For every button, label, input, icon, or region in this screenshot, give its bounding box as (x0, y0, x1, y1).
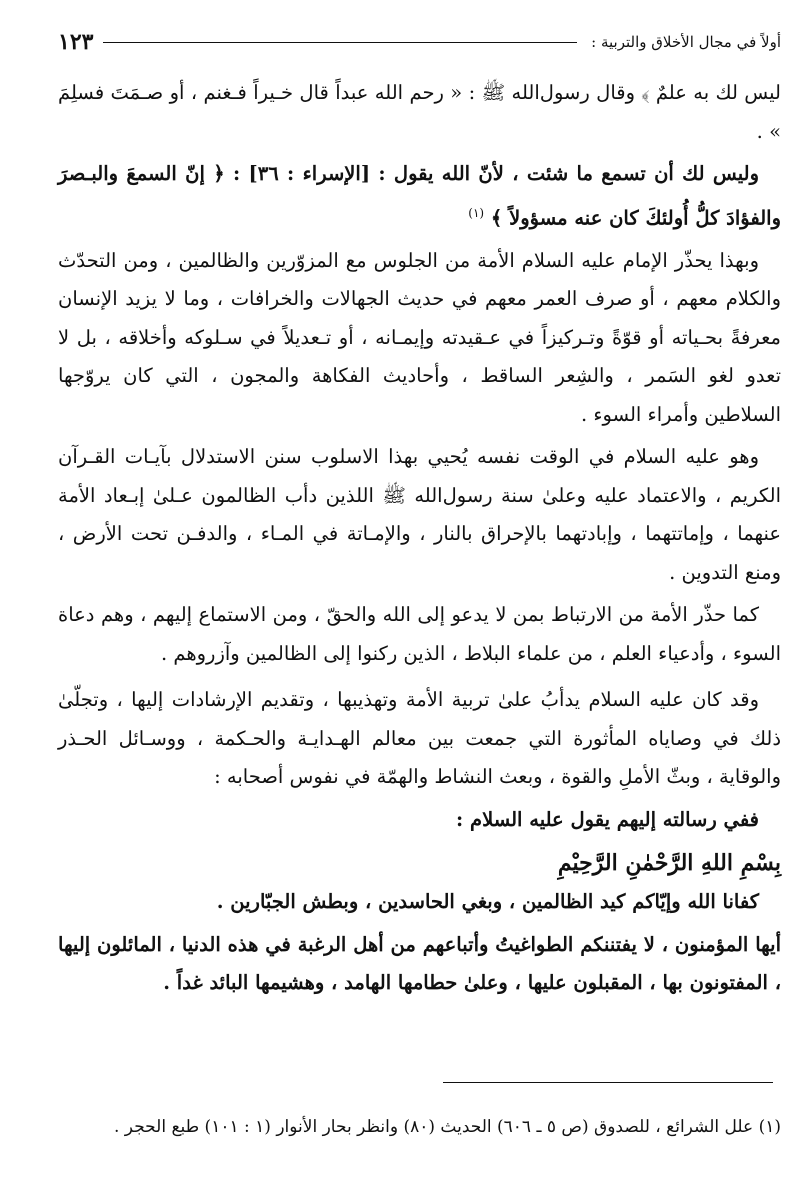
paragraph (58, 242, 781, 435)
basmala: بِسْمِ اللهِ الرَّحْمٰنِ الرَّحِيْمِ (557, 850, 781, 876)
running-header (58, 28, 781, 56)
letter-paragraph (58, 926, 781, 1003)
book-page (58, 28, 781, 1158)
paragraph-text: كما حذّر الأمة من الارتباط بمن لا يدعو إلى الله والحقّ ، ومن الاستماع إليهم ، وهم دعاة السوء ، وأدعياء العلم ، من علماء البلاط ، الذين ركنوا إلى الظالمين وآزروهم . (58, 603, 781, 665)
body-text (58, 74, 781, 1007)
footnote (58, 1111, 781, 1143)
paragraph-text: وهو عليه السلام في الوقت نفسه يُحيي بهذا الاسلوب سنن الاستدلال بآيـات القـرآن الكريم ، والاعتماد عليه وعلىٰ سنة رسول‌الله ﷺ اللذين دأب الظالمون عـلىٰ إبـعاد الأمة عنهما ، وإماتتهما ، وإبادتهما بالإحراق بالنار ، والإمـاتة في المـاء ، والدفـن تحت الأرض ، ومنع التدوين . (58, 445, 781, 584)
paragraph (58, 596, 781, 673)
paragraph-text: وقد كان عليه السلام يدأبُ علىٰ تربية الأمة وتهذيبها ، وتقديم الإرشادات إليها ، وتجلّىٰ ذلك في وصاياه المأثورة التي جمعت بين معالم الهـدايـة والحـكمة ، ووسـائل الحـذر والوقاية ، وبثّ الأملِ والقوة ، وبعث النشاط والهمّة في نفوس أصحابه : (58, 688, 781, 788)
letter-text: أيها المؤمنون ، لا يفتننكم الطواغيتُ وأتباعهم من أهل الرغبة في هذه الدنيا ، المائلون إليها ، المفتونون بها ، المقبلون عليها ، وعلىٰ حطامها الهامد ، وهشيمها البائد غداً . (58, 932, 781, 994)
header-title: أولاً في مجال الأخلاق والتربية : (591, 33, 781, 51)
paragraph-text: ليس لك به علمٌ ﴾ وقال رسول‌الله ﷺ : « رحم الله عبداً قال خـيراً فـغنم ، أو صـمَتَ فسلِمَ » . (58, 81, 781, 143)
letter-text: كفانا الله وإيّاكم كيد الظالمين ، وبغي الحاسدين ، وبطش الجبّارين . (216, 890, 759, 913)
footnote-divider (443, 1082, 773, 1083)
page-number: ١٢٣ (58, 29, 94, 55)
footnote-ref: (١) (468, 205, 485, 220)
paragraph (58, 74, 781, 151)
paragraph (58, 155, 781, 238)
paragraph-text: وبهذا يحذّر الإمام عليه السلام الأمة من الجلوس مع المزوّرين والظالمين ، ومن التحدّث والكلام معهم ، أو صرف العمر معهم في حديث الجهالات والخرافات ، وما لا يزيد الإنسان معرفةً بحـياته أو قوّةً وتـركيزاً في عـقيدته وإيمـانه ، أو تـعديلاً في سـلوكه وأخلاقه ، بل لا تعدو لغو السَمر ، والشِعر الساقط ، وأحاديث الفكاهة والمجون ، التي كان يروّجها السلاطين وأمراء السوء . (58, 248, 781, 426)
paragraph (58, 438, 781, 592)
footnote-text: (١) علل الشرائع ، للصدوق (ص ٥ ـ ٦٠٦) الحديث (٨٠) وانظر بحار الأنوار (١ : ١٠١) طبع الحجر . (114, 1117, 781, 1137)
paragraph-text: وليس لك أن تسمع ما شئت ، لأنّ الله يقول : [الإسراء : ٣٦] : ﴿ إنّ السمعَ والبـصرَ والفؤادَ كلُّ أُولئكَ كان عنه مسؤولاً ﴾ (58, 162, 781, 229)
paragraph (58, 801, 781, 840)
header-rule (103, 42, 577, 43)
paragraph-text: ففي رسالته إليهم يقول عليه السلام : (456, 807, 759, 831)
paragraph (58, 681, 781, 797)
letter-paragraph (58, 883, 781, 922)
